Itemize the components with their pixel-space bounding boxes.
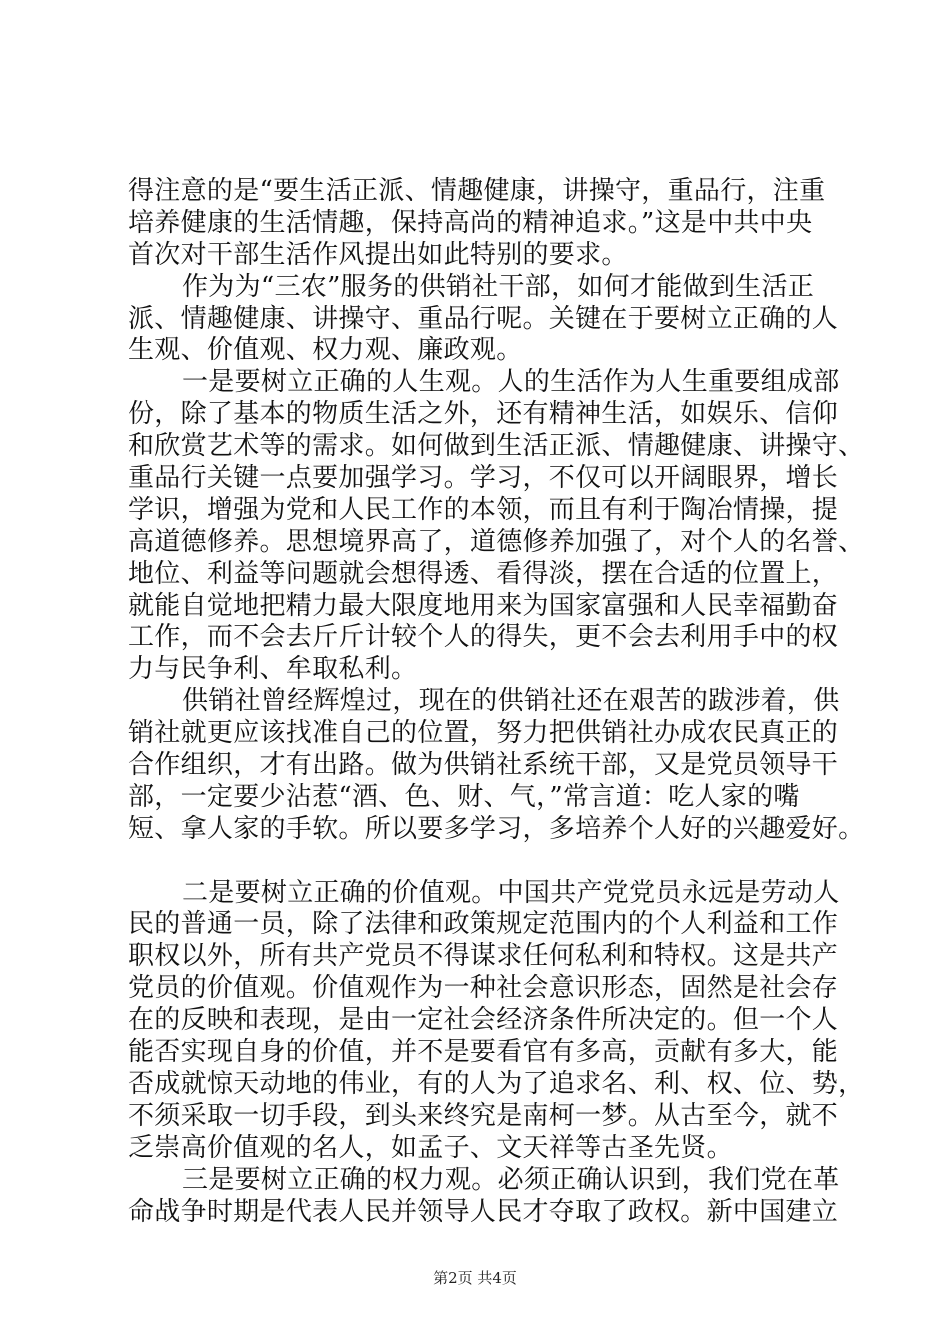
text-line: 生观、价值观、权力观、廉政观。 xyxy=(128,335,523,366)
text-line: 命战争时期是代表人民并领导人民才夺取了政权。新中国建立 xyxy=(128,1196,839,1227)
text-line: 培养健康的生活情趣，保持高尚的精神追求。”这是中共中央 xyxy=(128,207,813,238)
text-line: 短、拿人家的手软。所以要多学习，多培养个人好的兴趣爱好。 xyxy=(128,813,865,844)
text-line: 得注意的是“要生活正派、情趣健康，讲操守，重品行，注重 xyxy=(128,176,826,206)
text-line: 合作组织，才有出路。做为供销社系统干部，又是党员领导干 xyxy=(128,750,839,781)
text-line: 学识，增强为党和人民工作的本领，而且有利于陶冶情操，提 xyxy=(128,494,839,525)
text-line: 份，除了基本的物质生活之外，还有精神生活，如娱乐、信仰 xyxy=(128,399,839,430)
text-line: 不须采取一切手段，到头来终究是南柯一梦。从古至今，就不 xyxy=(128,1100,839,1131)
text-line: 首次对干部生活作风提出如此特别的要求。 xyxy=(128,239,628,270)
page-footer: 第2页 共4页 xyxy=(433,1269,517,1287)
text-line: 能否实现自身的价值，并不是要看官有多高，贡献有多大，能 xyxy=(128,1037,839,1068)
text-line: 否成就惊天动地的伟业，有的人为了追求名、利、权、位、势， xyxy=(128,1068,865,1099)
text-line: 在的反映和表现，是由一定社会经济条件所决定的。但一个人 xyxy=(128,1005,839,1036)
text-line: 力与民争利、牟取私利。 xyxy=(128,654,418,685)
text-line: 党员的价值观。价值观作为一种社会意识形态，固然是社会存 xyxy=(128,973,839,1004)
text-line: 派、情趣健康、讲操守、重品行呢。关键在于要树立正确的人 xyxy=(128,303,839,334)
text-line: 重品行关键一点要加强学习。学习，不仅可以开阔眼界，增长 xyxy=(128,463,839,494)
paragraph-first-line: 二是要树立正确的价值观。中国共产党党员永远是劳动人 xyxy=(182,877,840,908)
paragraph-first-line: 供销社曾经辉煌过，现在的供销社还在艰苦的跋涉着，供 xyxy=(182,686,840,717)
paragraph-first-line: 作为为“三农”服务的供销社干部，如何才能做到生活正 xyxy=(182,271,815,302)
blank-line xyxy=(128,846,834,878)
body-text xyxy=(128,176,865,1228)
text-line: 民的普通一员，除了法律和政策规定范围内的个人利益和工作 xyxy=(128,909,839,940)
text-line: 部，一定要少沾惹“酒、色、财、气，”常言道：吃人家的嘴 xyxy=(128,781,800,812)
text-line: 销社就更应该找准自己的位置，努力把供销社办成农民真正的 xyxy=(128,718,839,749)
text-line: 乏崇高价值观的名人，如孟子、文天祥等古圣先贤。 xyxy=(128,1132,733,1163)
text-line: 就能自觉地把精力最大限度地用来为国家富强和人民幸福勤奋 xyxy=(128,590,839,621)
text-line: 工作，而不会去斤斤计较个人的得失，更不会去利用手中的权 xyxy=(128,622,839,653)
text-line: 职权以外，所有共产党员不得谋求任何私利和特权。这是共产 xyxy=(128,941,839,972)
paragraph-first-line: 三是要树立正确的权力观。必须正确认识到，我们党在革 xyxy=(182,1164,840,1195)
paragraph-first-line: 一是要树立正确的人生观。人的生活作为人生重要组成部 xyxy=(182,367,840,398)
text-line: 高道德修养。思想境界高了，道德修养加强了，对个人的名誉、 xyxy=(128,526,865,557)
text-line: 和欣赏艺术等的需求。如何做到生活正派、情趣健康、讲操守、 xyxy=(128,431,865,462)
text-line: 地位、利益等问题就会想得透、看得淡，摆在合适的位置上， xyxy=(128,558,839,589)
